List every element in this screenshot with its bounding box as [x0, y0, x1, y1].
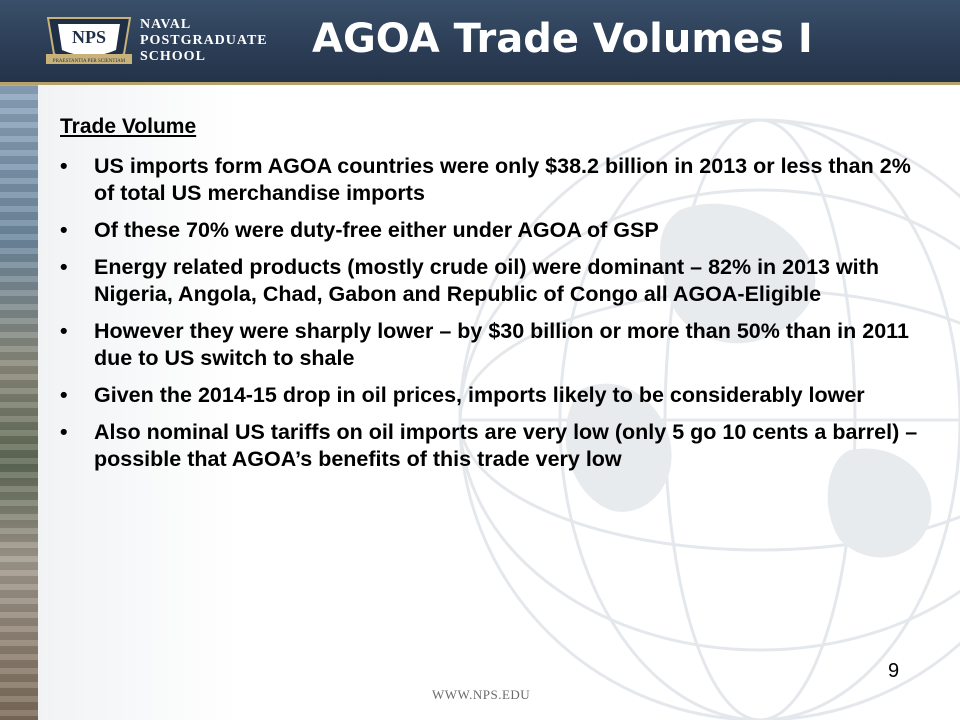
slide-title: AGOA Trade Volumes I	[312, 16, 813, 62]
school-name-line1: NAVAL	[140, 17, 192, 32]
bullet-marker: •	[60, 255, 68, 279]
nps-logo-icon	[44, 10, 134, 70]
bullet-text: Given the 2014-15 drop in oil prices, imports likely to be considerably lower	[94, 383, 865, 407]
bullet-list	[60, 153, 920, 473]
bullet-text: Of these 70% were duty-free either under AGOA of GSP	[94, 218, 659, 242]
bullet-marker: •	[60, 319, 68, 343]
bullet-text: However they were sharply lower – by $30 billion or more than 50% than in 2011 due to US switch to shale	[94, 319, 909, 370]
section-subheading: Trade Volume	[60, 115, 197, 138]
school-name	[140, 17, 268, 65]
school-name-line2: POSTGRADUATE	[140, 33, 268, 48]
page-number: 9	[888, 660, 900, 682]
logo-motto: PRAESTANTIA PER SCIENTIAM	[52, 59, 126, 64]
bullet-item	[60, 153, 920, 207]
bullet-marker: •	[60, 218, 68, 242]
bullet-item	[60, 254, 920, 308]
bullet-item	[60, 382, 920, 409]
bullet-text: Also nominal US tariffs on oil imports are very low (only 5 go 10 cents a barrel) – possible that AGOA’s benefits of this trade very low	[94, 420, 918, 471]
footer-url: WWW.NPS.EDU	[432, 687, 531, 702]
bullet-marker: •	[60, 420, 68, 444]
slide-body	[60, 115, 920, 483]
header-bar	[0, 0, 960, 82]
logo-text: NPS	[71, 27, 107, 47]
bullet-item	[60, 318, 920, 372]
campus-photo-strip	[0, 80, 38, 720]
school-name-line3: SCHOOL	[140, 49, 206, 64]
bullet-marker: •	[60, 154, 68, 178]
bullet-item	[60, 419, 920, 473]
bullet-item	[60, 217, 920, 244]
bullet-text: US imports form AGOA countries were only $38.2 billion in 2013 or less than 2% of total US merchandise imports	[94, 154, 911, 205]
bullet-text: Energy related products (mostly crude oil) were dominant – 82% in 2013 with Nigeria, Angola, Chad, Gabon and Republic of Congo all AGOA-Eligible	[94, 255, 879, 306]
bullet-marker: •	[60, 383, 68, 407]
